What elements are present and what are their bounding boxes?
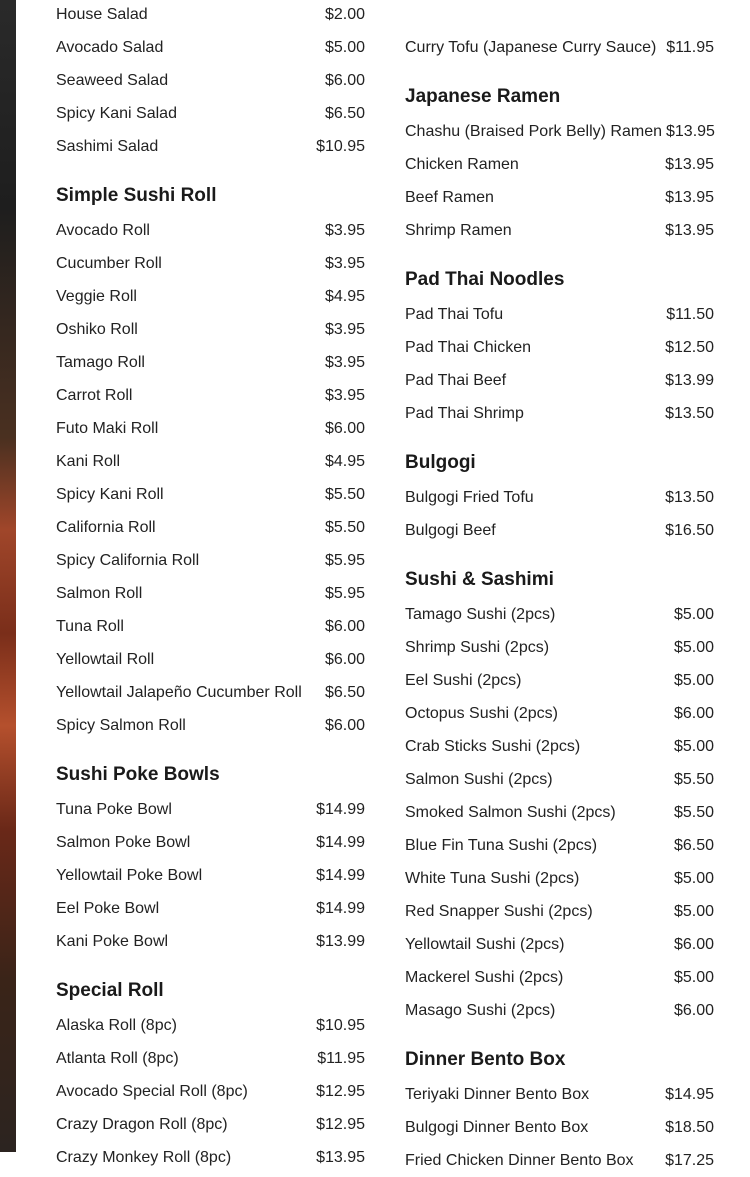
item-name: Pad Thai Beef bbox=[405, 371, 507, 389]
menu-item bbox=[56, 610, 365, 643]
item-name: Curry Tofu (Japanese Curry Sauce) bbox=[405, 38, 657, 56]
item-name: Avocado Roll bbox=[56, 221, 150, 239]
menu-item bbox=[405, 481, 714, 514]
item-name: Yellowtail Poke Bowl bbox=[56, 866, 203, 884]
item-price: $10.95 bbox=[316, 1016, 365, 1034]
menu-item bbox=[405, 829, 714, 862]
item-price: $13.95 bbox=[316, 1148, 365, 1166]
menu-item bbox=[56, 130, 365, 163]
menu-item bbox=[405, 631, 714, 664]
item-name: Sashimi Salad bbox=[56, 137, 159, 155]
item-name: Salmon Roll bbox=[56, 584, 143, 602]
item-price: $18.50 bbox=[665, 1118, 714, 1136]
menu-item bbox=[56, 925, 365, 958]
menu-item bbox=[405, 763, 714, 796]
item-price: $4.95 bbox=[324, 452, 365, 470]
item-price: $5.00 bbox=[673, 671, 714, 689]
item-name: Avocado Special Roll (8pc) bbox=[56, 1082, 248, 1100]
menu-item bbox=[56, 313, 365, 346]
item-name: Avocado Salad bbox=[56, 38, 164, 56]
section-title-pad-thai-noodles: Pad Thai Noodles bbox=[405, 269, 565, 290]
item-name: Salmon Sushi (2pcs) bbox=[405, 770, 553, 788]
item-name: Atlanta Roll (8pc) bbox=[56, 1049, 179, 1067]
item-name: House Salad bbox=[56, 5, 148, 23]
item-price: $13.99 bbox=[665, 371, 714, 389]
item-name: Tuna Poke Bowl bbox=[56, 800, 172, 818]
item-name: Spicy California Roll bbox=[56, 551, 200, 569]
section-title-sushi-poke-bowls: Sushi Poke Bowls bbox=[56, 764, 220, 785]
item-name: Mackerel Sushi (2pcs) bbox=[405, 968, 564, 986]
menu-item bbox=[56, 64, 365, 97]
item-price: $6.50 bbox=[324, 683, 365, 701]
item-price: $11.95 bbox=[666, 38, 714, 56]
item-price: $5.95 bbox=[324, 584, 365, 602]
item-price: $5.50 bbox=[673, 803, 714, 821]
item-name: Chashu (Braised Pork Belly) Ramen bbox=[405, 122, 662, 140]
menu-item bbox=[56, 247, 365, 280]
item-name: Bulgogi Beef bbox=[405, 521, 496, 539]
section-title-special-roll: Special Roll bbox=[56, 980, 164, 1001]
item-name: Kani Roll bbox=[56, 452, 121, 470]
menu-item bbox=[405, 214, 714, 247]
menu-item bbox=[405, 895, 714, 928]
item-name: White Tuna Sushi (2pcs) bbox=[405, 869, 580, 887]
item-name: Seaweed Salad bbox=[56, 71, 169, 89]
item-price: $13.99 bbox=[316, 932, 365, 950]
item-price: $5.00 bbox=[673, 968, 714, 986]
item-name: Spicy Kani Salad bbox=[56, 104, 177, 122]
menu-item bbox=[405, 31, 714, 64]
menu-item bbox=[405, 514, 714, 547]
menu-item bbox=[405, 598, 714, 631]
item-price: $12.95 bbox=[316, 1082, 365, 1100]
item-price: $5.00 bbox=[673, 605, 714, 623]
menu-item bbox=[56, 97, 365, 130]
menu-item bbox=[56, 1108, 365, 1141]
menu-item bbox=[56, 793, 365, 826]
menu-item bbox=[405, 730, 714, 763]
menu-item bbox=[405, 1078, 714, 1111]
item-name: Teriyaki Dinner Bento Box bbox=[405, 1085, 590, 1103]
menu-item bbox=[405, 664, 714, 697]
item-name: Pad Thai Tofu bbox=[405, 305, 504, 323]
item-price: $5.50 bbox=[673, 770, 714, 788]
menu-item bbox=[405, 796, 714, 829]
item-name: Bulgogi Dinner Bento Box bbox=[405, 1118, 589, 1136]
menu-item bbox=[56, 31, 365, 64]
menu-item bbox=[405, 994, 714, 1027]
menu-item bbox=[56, 0, 365, 31]
item-name: Tamago Roll bbox=[56, 353, 145, 371]
item-price: $12.95 bbox=[316, 1115, 365, 1133]
item-name: Eel Poke Bowl bbox=[56, 899, 160, 917]
item-price: $5.50 bbox=[324, 518, 365, 536]
item-price: $3.95 bbox=[324, 353, 365, 371]
section-title-dinner-bento-box: Dinner Bento Box bbox=[405, 1049, 566, 1070]
menu-item bbox=[405, 697, 714, 730]
item-name: Futo Maki Roll bbox=[56, 419, 159, 437]
item-price: $5.95 bbox=[324, 551, 365, 569]
item-price: $6.00 bbox=[324, 650, 365, 668]
item-price: $14.99 bbox=[316, 833, 365, 851]
menu-item bbox=[405, 928, 714, 961]
menu-column-left bbox=[56, 0, 365, 1174]
menu-item bbox=[56, 892, 365, 925]
item-name: Masago Sushi (2pcs) bbox=[405, 1001, 556, 1019]
item-price: $14.99 bbox=[316, 866, 365, 884]
item-name: Red Snapper Sushi (2pcs) bbox=[405, 902, 593, 920]
menu-item bbox=[405, 331, 714, 364]
item-name: Yellowtail Jalapeño Cucumber Roll bbox=[56, 683, 302, 701]
item-name: Shrimp Sushi (2pcs) bbox=[405, 638, 550, 656]
menu-item bbox=[56, 478, 365, 511]
item-price: $14.99 bbox=[316, 800, 365, 818]
item-price: $14.95 bbox=[665, 1085, 714, 1103]
menu-column-right bbox=[405, 0, 714, 1177]
item-price: $3.95 bbox=[324, 254, 365, 272]
menu-item bbox=[56, 676, 365, 709]
menu-item bbox=[56, 214, 365, 247]
item-name: Yellowtail Sushi (2pcs) bbox=[405, 935, 565, 953]
item-name: Octopus Sushi (2pcs) bbox=[405, 704, 558, 722]
item-price: $2.00 bbox=[324, 5, 365, 23]
menu-item bbox=[56, 1009, 365, 1042]
item-price: $13.50 bbox=[665, 404, 714, 422]
menu-item bbox=[56, 544, 365, 577]
item-name: Bulgogi Fried Tofu bbox=[405, 488, 534, 506]
item-price: $16.50 bbox=[665, 521, 714, 539]
menu-item bbox=[56, 1141, 365, 1174]
menu-item bbox=[56, 445, 365, 478]
item-price: $13.95 bbox=[665, 155, 714, 173]
item-price: $6.00 bbox=[673, 1001, 714, 1019]
item-price: $5.50 bbox=[324, 485, 365, 503]
item-price: $13.95 bbox=[666, 122, 715, 140]
item-price: $3.95 bbox=[324, 221, 365, 239]
item-name: Chicken Ramen bbox=[405, 155, 519, 173]
menu-item bbox=[405, 364, 714, 397]
item-price: $6.00 bbox=[324, 419, 365, 437]
item-name bbox=[405, 0, 499, 1]
menu-item bbox=[56, 379, 365, 412]
item-name: Veggie Roll bbox=[56, 287, 137, 305]
menu-item bbox=[56, 511, 365, 544]
menu-item bbox=[56, 412, 365, 445]
item-price: $13.95 bbox=[665, 221, 714, 239]
menu-item bbox=[405, 397, 714, 430]
item-name: Crazy Monkey Roll (8pc) bbox=[56, 1148, 232, 1166]
item-price: $14.99 bbox=[316, 899, 365, 917]
item-name: Salmon Poke Bowl bbox=[56, 833, 191, 851]
item-price: $5.00 bbox=[673, 638, 714, 656]
menu-item bbox=[405, 1111, 714, 1144]
item-price: $6.00 bbox=[324, 71, 365, 89]
menu-item bbox=[56, 859, 365, 892]
item-price: $5.00 bbox=[324, 38, 365, 56]
item-price: $17.25 bbox=[665, 1151, 714, 1169]
item-name: Kani Poke Bowl bbox=[56, 932, 169, 950]
item-name: Fried Chicken Dinner Bento Box bbox=[405, 1151, 634, 1169]
item-price: $13.50 bbox=[665, 488, 714, 506]
menu-item bbox=[405, 961, 714, 994]
item-price: $6.00 bbox=[673, 935, 714, 953]
item-name: California Roll bbox=[56, 518, 156, 536]
item-name: Beef Ramen bbox=[405, 188, 494, 206]
section-title-sushi-sashimi: Sushi & Sashimi bbox=[405, 569, 554, 590]
item-price: $6.00 bbox=[324, 716, 365, 734]
item-name: Spicy Salmon Roll bbox=[56, 716, 186, 734]
menu-item bbox=[56, 1042, 365, 1075]
item-name: Cucumber Roll bbox=[56, 254, 162, 272]
section-title-bulgogi: Bulgogi bbox=[405, 452, 476, 473]
menu-item bbox=[56, 826, 365, 859]
item-name: Pad Thai Shrimp bbox=[405, 404, 524, 422]
item-price: $11.50 bbox=[666, 305, 714, 323]
menu-item bbox=[56, 1075, 365, 1108]
item-name: Crazy Dragon Roll (8pc) bbox=[56, 1115, 228, 1133]
menu-item bbox=[56, 577, 365, 610]
section-title-japanese-ramen: Japanese Ramen bbox=[405, 86, 561, 107]
item-price: $10.95 bbox=[316, 137, 365, 155]
menu-item bbox=[56, 346, 365, 379]
menu-item bbox=[405, 181, 714, 214]
item-name: Eel Sushi (2pcs) bbox=[405, 671, 522, 689]
item-name: Spicy Kani Roll bbox=[56, 485, 164, 503]
item-name: Smoked Salmon Sushi (2pcs) bbox=[405, 803, 616, 821]
background-photo-strip bbox=[0, 0, 16, 1152]
item-price: $3.95 bbox=[324, 386, 365, 404]
item-price: $6.50 bbox=[324, 104, 365, 122]
item-name: Pad Thai Chicken bbox=[405, 338, 531, 356]
item-name: Tuna Roll bbox=[56, 617, 124, 635]
menu-item bbox=[56, 280, 365, 313]
item-name: Shrimp Ramen bbox=[405, 221, 512, 239]
menu-item bbox=[405, 0, 714, 31]
item-name: Blue Fin Tuna Sushi (2pcs) bbox=[405, 836, 598, 854]
menu-item bbox=[405, 115, 714, 148]
item-price: $4.95 bbox=[324, 287, 365, 305]
section-title-simple-sushi-roll: Simple Sushi Roll bbox=[56, 185, 217, 206]
item-price: $6.00 bbox=[673, 704, 714, 722]
menu-item bbox=[405, 862, 714, 895]
menu-item bbox=[405, 1144, 714, 1177]
menu-sheet bbox=[16, 0, 750, 1169]
item-name: Tamago Sushi (2pcs) bbox=[405, 605, 556, 623]
item-price: $6.50 bbox=[673, 836, 714, 854]
item-name: Alaska Roll (8pc) bbox=[56, 1016, 177, 1034]
menu-item bbox=[56, 709, 365, 742]
item-price: $11.95 bbox=[317, 1049, 365, 1067]
item-price: $5.00 bbox=[673, 902, 714, 920]
menu-item bbox=[405, 298, 714, 331]
menu-item bbox=[56, 643, 365, 676]
menu-item bbox=[405, 148, 714, 181]
item-name: Oshiko Roll bbox=[56, 320, 138, 338]
item-name: Yellowtail Roll bbox=[56, 650, 155, 668]
item-price: $6.00 bbox=[324, 617, 365, 635]
item-price: $13.95 bbox=[665, 188, 714, 206]
item-name: Carrot Roll bbox=[56, 386, 133, 404]
item-price: $12.50 bbox=[665, 338, 714, 356]
item-name: Crab Sticks Sushi (2pcs) bbox=[405, 737, 581, 755]
item-price: $5.00 bbox=[673, 737, 714, 755]
item-price: $3.95 bbox=[324, 320, 365, 338]
item-price: $5.00 bbox=[673, 869, 714, 887]
